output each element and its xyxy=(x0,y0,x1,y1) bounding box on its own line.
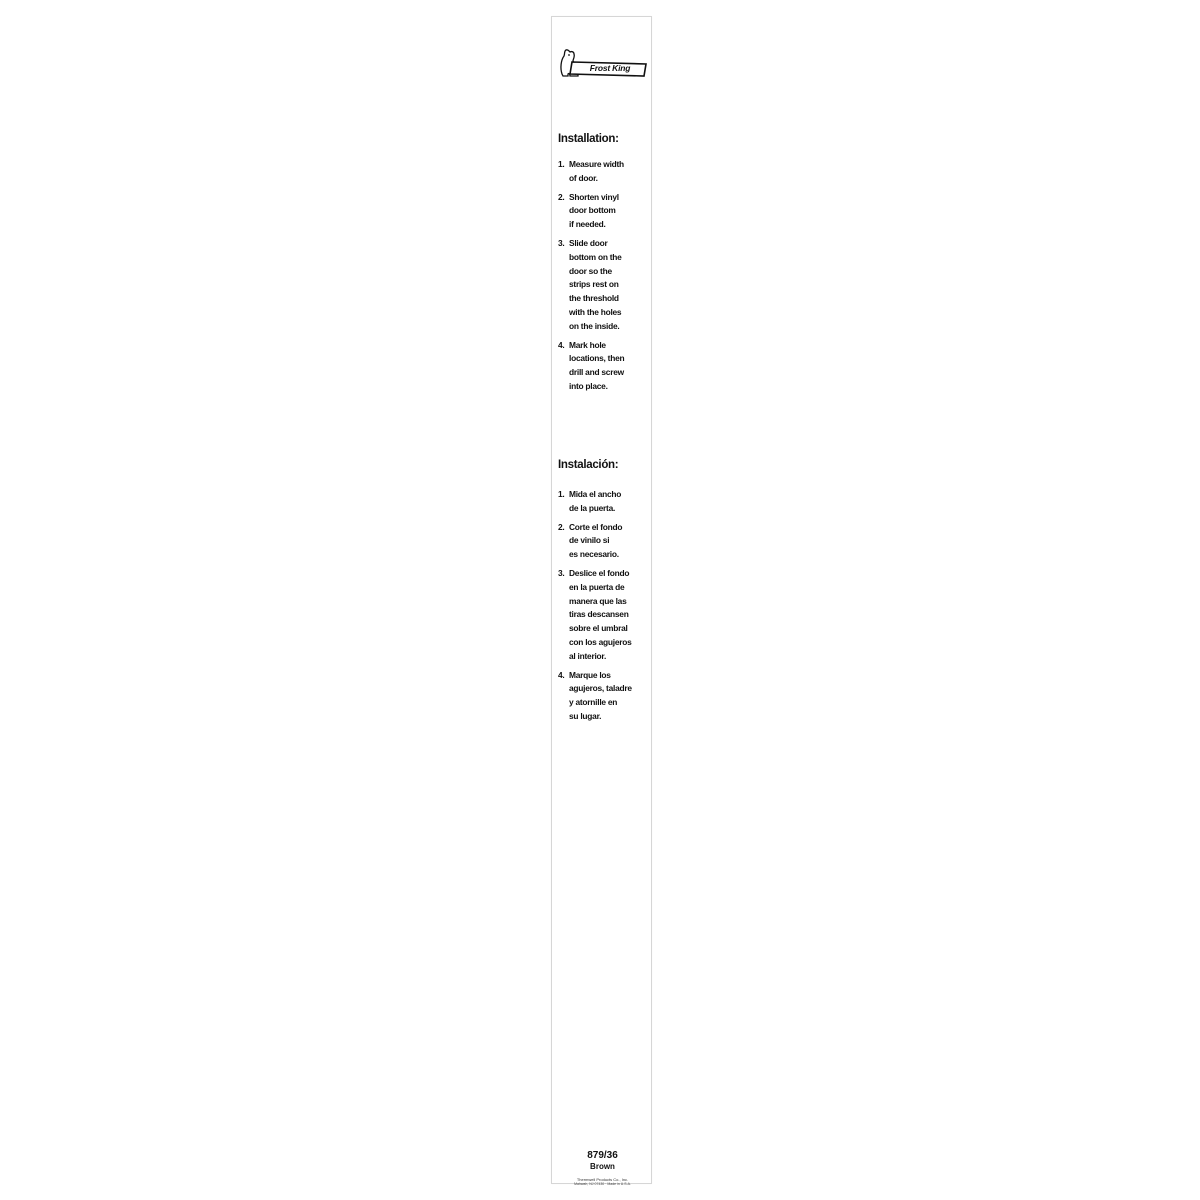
step-text: Measure width of door. xyxy=(569,159,624,183)
frost-king-logo xyxy=(558,46,648,82)
list-item xyxy=(558,567,650,664)
list-item xyxy=(558,521,650,562)
list-item xyxy=(558,237,650,334)
color-label: Brown xyxy=(590,1162,615,1171)
step-number: 4. xyxy=(558,669,565,680)
company-address: Mahwah, NJ 07430 · Made in U.S.A. xyxy=(574,1182,631,1186)
list-item xyxy=(558,669,650,724)
model-number: 879/36 xyxy=(587,1150,618,1161)
step-text: Slide door bottom on the door so the strips rest on the threshold with the holes on the inside. xyxy=(569,237,622,331)
step-number: 1. xyxy=(558,489,565,499)
list-item xyxy=(558,488,650,516)
step-number: 1. xyxy=(558,159,565,169)
spanish-steps xyxy=(558,488,650,729)
installation-heading: Installation: xyxy=(558,133,619,145)
step-text: Shorten vinyl door bottom if needed. xyxy=(569,191,619,230)
list-item xyxy=(558,158,650,186)
list-item xyxy=(558,191,650,232)
english-steps xyxy=(558,158,650,399)
step-text: Mark hole locations, then drill and screw into place. xyxy=(569,339,625,391)
step-number: 4. xyxy=(558,339,565,350)
step-number: 3. xyxy=(558,567,565,578)
step-text: Corte el fondo de vinilo si es necesario. xyxy=(569,521,623,560)
step-number: 2. xyxy=(558,521,565,532)
step-text: Marque los agujeros, taladre y atornille en su lugar. xyxy=(569,669,632,721)
company-name: Thermwell Products Co., Inc. xyxy=(576,1177,629,1182)
instruction-card xyxy=(551,16,652,1184)
list-item xyxy=(558,339,650,394)
instalacion-heading: Instalación: xyxy=(558,459,619,471)
step-number: 2. xyxy=(558,191,565,202)
step-text: Deslice el fondo en la puerta de manera que las tiras descansen sobre el umbral con los agujeros al interior. xyxy=(569,567,632,661)
step-number: 3. xyxy=(558,237,565,248)
step-text: Mida el ancho de la puerta. xyxy=(569,489,622,513)
brand-name: Frost King xyxy=(589,63,631,73)
